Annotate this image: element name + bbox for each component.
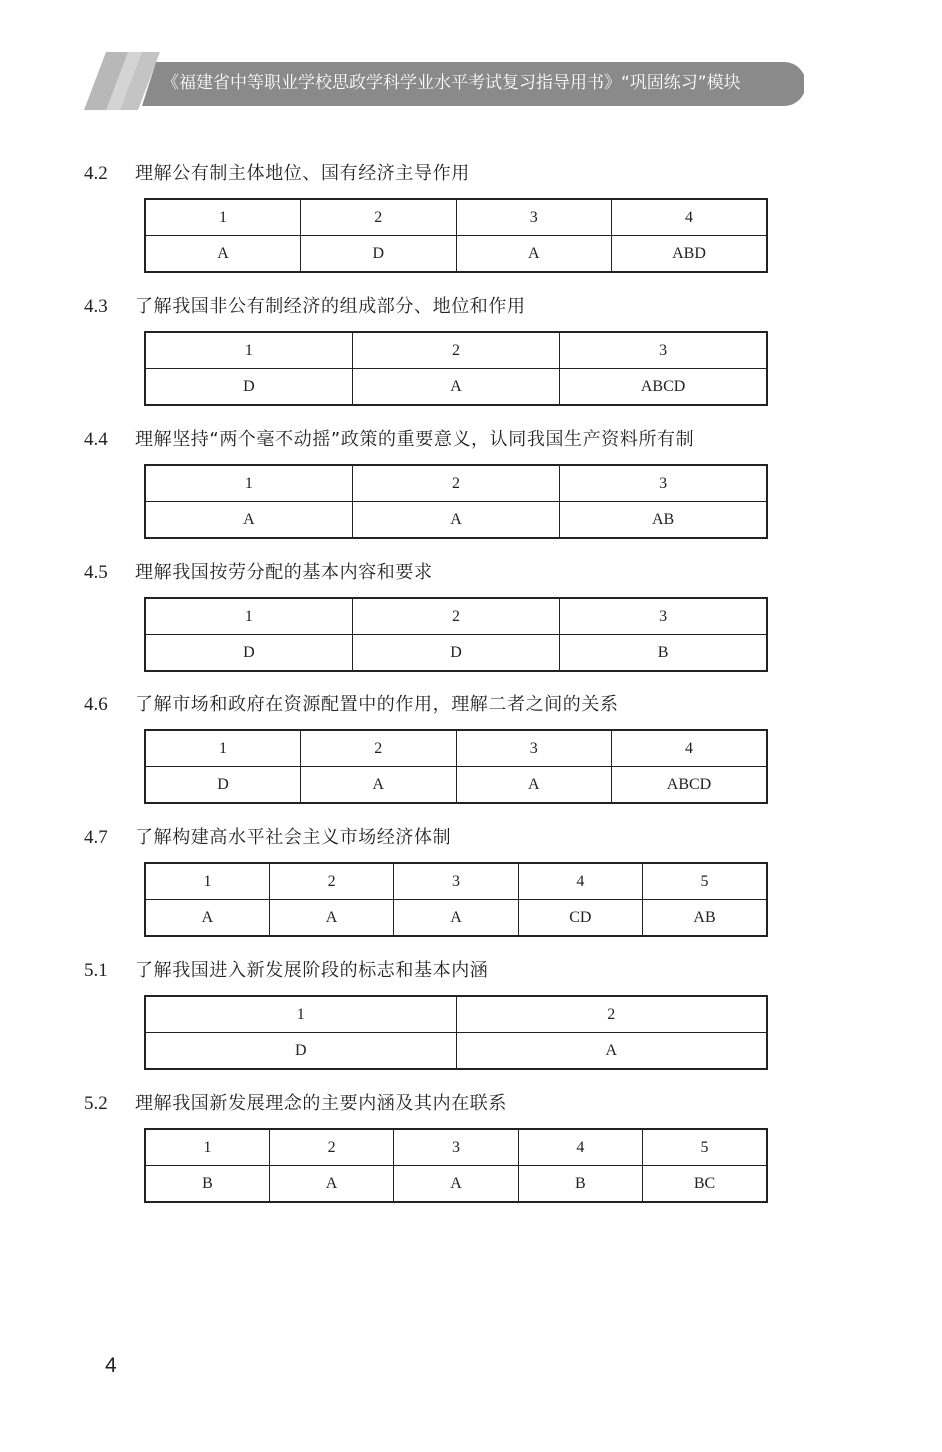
- section-title: 了解我国非公有制经济的组成部分、地位和作用: [135, 296, 526, 317]
- answer-row: [145, 1166, 767, 1203]
- question-number-row: [145, 863, 767, 900]
- question-number-cell: 2: [352, 598, 559, 635]
- section-heading: [84, 824, 814, 852]
- section-number: 5.1: [84, 960, 108, 981]
- answer-table: [144, 995, 768, 1070]
- answer-cell: B: [518, 1166, 642, 1203]
- answer-row: [145, 635, 767, 672]
- question-number-cell: 2: [456, 996, 767, 1033]
- question-number-cell: 1: [145, 598, 352, 635]
- answer-cell: D: [145, 635, 352, 672]
- question-number-cell: 4: [518, 1129, 642, 1166]
- section-number: 4.4: [84, 429, 108, 450]
- question-number-cell: 3: [456, 730, 612, 767]
- answer-cell: ABCD: [560, 369, 767, 406]
- answer-row: [145, 369, 767, 406]
- question-number-cell: 2: [352, 465, 559, 502]
- question-number-cell: 3: [394, 1129, 518, 1166]
- answer-cell: A: [456, 236, 612, 273]
- answer-table: [144, 331, 768, 406]
- section-title: 了解我国进入新发展阶段的标志和基本内涵: [135, 960, 489, 981]
- section-4-2: [84, 160, 814, 262]
- answer-row: [145, 767, 767, 804]
- section-4-5: [84, 559, 814, 661]
- header-banner: [84, 52, 804, 110]
- page-number: 4: [105, 1354, 117, 1377]
- answer-row: [145, 502, 767, 539]
- section-title: 理解坚持“两个毫不动摇”政策的重要意义，认同我国生产资料所有制: [135, 429, 695, 450]
- answer-cell: A: [269, 900, 393, 937]
- section-heading: [84, 1090, 814, 1118]
- answer-cell: A: [301, 767, 457, 804]
- section-heading: [84, 160, 814, 188]
- section-5-2: [84, 1090, 814, 1192]
- answer-cell: AB: [643, 900, 767, 937]
- question-number-cell: 3: [560, 598, 767, 635]
- section-title: 了解市场和政府在资源配置中的作用，理解二者之间的关系: [135, 694, 619, 715]
- answer-cell: A: [394, 900, 518, 937]
- answer-cell: B: [145, 1166, 269, 1203]
- section-heading: [84, 957, 814, 985]
- question-number-cell: 2: [269, 1129, 393, 1166]
- question-number-cell: 3: [394, 863, 518, 900]
- banner-title: 《福建省中等职业学校思政学科学业水平考试复习指导用书》“巩固练习”模块: [162, 73, 741, 93]
- question-number-cell: 2: [301, 199, 457, 236]
- answer-table: [144, 862, 768, 937]
- answer-cell: D: [145, 1033, 456, 1070]
- section-title: 了解构建高水平社会主义市场经济体制: [135, 827, 452, 848]
- answer-cell: A: [269, 1166, 393, 1203]
- section-number: 4.6: [84, 694, 108, 715]
- question-number-cell: 4: [612, 199, 768, 236]
- section-4-6: [84, 691, 814, 793]
- question-number-cell: 1: [145, 1129, 269, 1166]
- question-number-cell: 1: [145, 332, 352, 369]
- answer-cell: A: [145, 502, 352, 539]
- answer-cell: A: [352, 502, 559, 539]
- question-number-row: [145, 332, 767, 369]
- question-number-cell: 3: [560, 465, 767, 502]
- question-number-cell: 1: [145, 465, 352, 502]
- section-heading: [84, 426, 814, 454]
- answer-cell: A: [456, 767, 612, 804]
- question-number-cell: 4: [518, 863, 642, 900]
- answer-cell: A: [145, 900, 269, 937]
- question-number-cell: 1: [145, 996, 456, 1033]
- section-5-1: [84, 957, 814, 1059]
- question-number-row: [145, 465, 767, 502]
- answer-cell: A: [145, 236, 301, 273]
- question-number-cell: 5: [643, 863, 767, 900]
- section-heading: [84, 293, 814, 321]
- answer-row: [145, 236, 767, 273]
- question-number-cell: 1: [145, 199, 301, 236]
- answer-cell: A: [456, 1033, 767, 1070]
- section-number: 5.2: [84, 1093, 108, 1114]
- question-number-cell: 3: [456, 199, 612, 236]
- section-number: 4.7: [84, 827, 108, 848]
- answer-cell: D: [352, 635, 559, 672]
- answer-cell: CD: [518, 900, 642, 937]
- question-number-cell: 4: [612, 730, 768, 767]
- section-heading: [84, 559, 814, 587]
- question-number-cell: 1: [145, 730, 301, 767]
- question-number-cell: 2: [269, 863, 393, 900]
- section-number: 4.2: [84, 163, 108, 184]
- answer-cell: BC: [643, 1166, 767, 1203]
- answer-table: [144, 464, 768, 539]
- answer-cell: A: [394, 1166, 518, 1203]
- section-4-3: [84, 293, 814, 395]
- section-title: 理解公有制主体地位、国有经济主导作用: [135, 163, 470, 184]
- question-number-cell: 1: [145, 863, 269, 900]
- section-number: 4.3: [84, 296, 108, 317]
- question-number-row: [145, 996, 767, 1033]
- answer-cell: A: [352, 369, 559, 406]
- answer-cell: ABCD: [612, 767, 768, 804]
- question-number-row: [145, 730, 767, 767]
- section-number: 4.5: [84, 562, 108, 583]
- question-number-cell: 2: [352, 332, 559, 369]
- answer-table: [144, 1128, 768, 1203]
- question-number-cell: 3: [560, 332, 767, 369]
- question-number-cell: 2: [301, 730, 457, 767]
- answer-table: [144, 729, 768, 804]
- answer-row: [145, 1033, 767, 1070]
- section-title: 理解我国新发展理念的主要内涵及其内在联系: [135, 1093, 507, 1114]
- answer-cell: D: [301, 236, 457, 273]
- answer-cell: B: [560, 635, 767, 672]
- answer-cell: D: [145, 369, 352, 406]
- question-number-cell: 5: [643, 1129, 767, 1166]
- question-number-row: [145, 598, 767, 635]
- answer-cell: ABD: [612, 236, 768, 273]
- question-number-row: [145, 199, 767, 236]
- section-4-7: [84, 824, 814, 926]
- answer-cell: D: [145, 767, 301, 804]
- question-number-row: [145, 1129, 767, 1166]
- section-4-4: [84, 426, 814, 528]
- section-heading: [84, 691, 814, 719]
- answer-table: [144, 597, 768, 672]
- section-title: 理解我国按劳分配的基本内容和要求: [135, 562, 433, 583]
- answer-cell: AB: [560, 502, 767, 539]
- answer-row: [145, 900, 767, 937]
- answer-table: [144, 198, 768, 273]
